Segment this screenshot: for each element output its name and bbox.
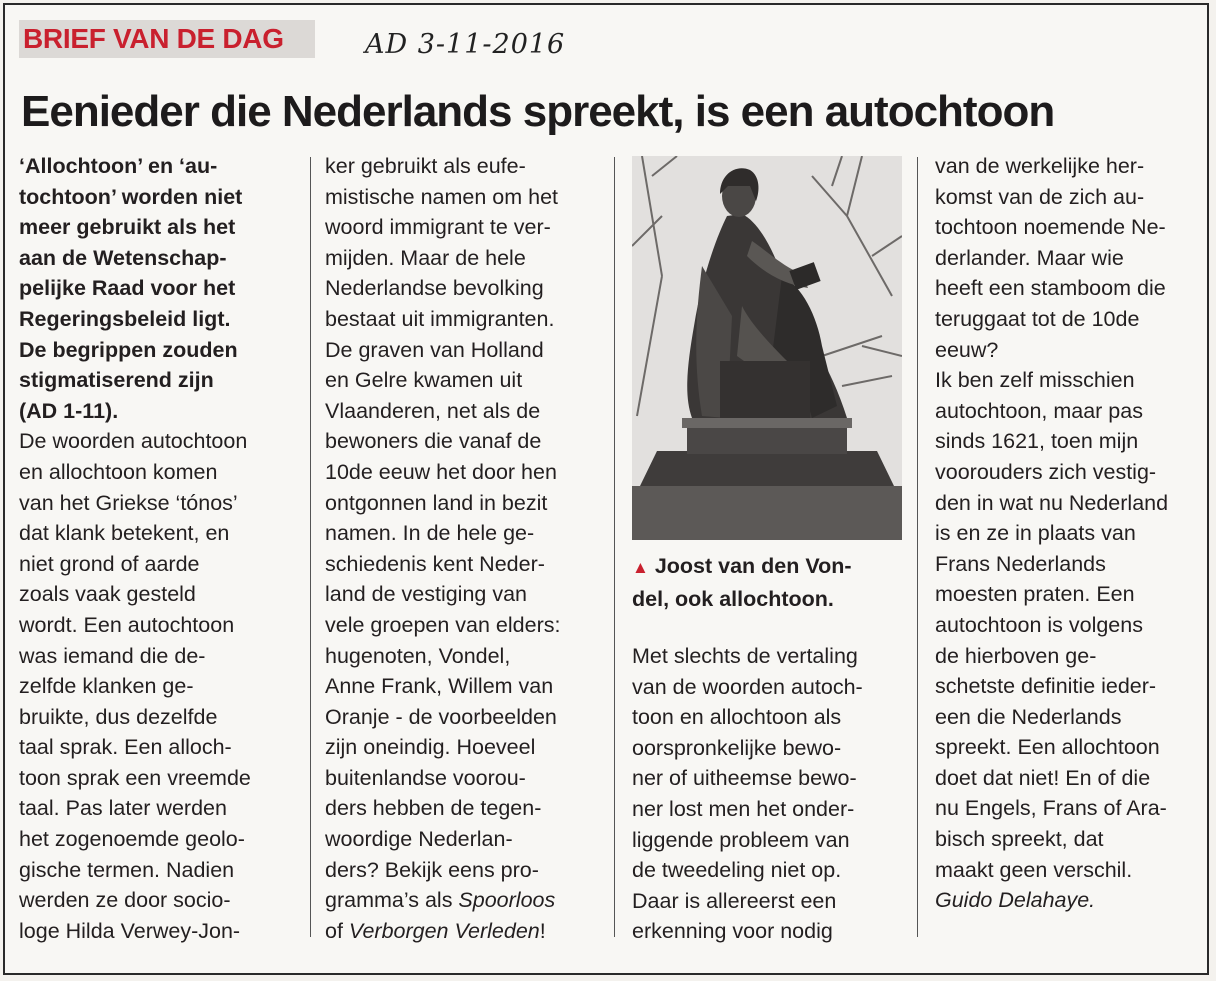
text-line: toon sprak een vreemde (19, 765, 251, 790)
text-line: Met slechts de vertaling (632, 644, 858, 668)
text-line: zijn oneindig. Hoeveel (325, 735, 536, 760)
text-line: is en ze in plaats van (935, 521, 1136, 546)
section-rubric: BRIEF VAN DE DAG (19, 20, 315, 58)
body-column-2-text (325, 151, 605, 885)
column-divider-1 (310, 157, 311, 937)
text-line: De woorden autochtoon (19, 429, 248, 454)
text-line: dat klank betekent, en (19, 521, 230, 546)
text-line: zelfde klanken ge- (19, 674, 194, 699)
column-4 (935, 151, 1209, 916)
column-1 (19, 151, 299, 946)
lead-line: pelijke Raad voor het (19, 276, 236, 301)
text-line: komst van de zich au- (935, 184, 1145, 209)
text-line: De graven van Holland (325, 337, 544, 362)
text-line: mistische namen om het (325, 184, 559, 209)
text-line: en Gelre kwamen uit (325, 368, 523, 393)
text-line: Anne Frank, Willem van (325, 674, 554, 699)
text-line: de hierboven ge- (935, 643, 1097, 668)
text-line: liggende probleem van (632, 827, 850, 852)
text-line: Daar is allereerst een (632, 888, 837, 913)
text-line: 10de eeuw het door hen (325, 459, 557, 484)
text-line: woordige Nederlan- (325, 827, 513, 852)
lead-line: (AD 1-11). (19, 398, 119, 423)
text-line: ner of uitheemse bewo- (632, 766, 857, 791)
vondel-statue-photo (632, 156, 902, 540)
text-line: vele groepen van elders: (325, 612, 561, 637)
text-line: ders? Bekijk eens pro- (325, 857, 539, 882)
program-title-spoorloos: Spoorloos (458, 888, 556, 913)
text-line: en allochtoon komen (19, 459, 218, 484)
text-line: autochtoon, maar pas (935, 398, 1143, 423)
triangle-up-icon: ▲ (632, 558, 649, 577)
text-line: doet dat niet! En of die (935, 765, 1151, 790)
text-line: ker gebruikt als eufe- (325, 154, 526, 178)
body-column-4-text (935, 151, 1209, 885)
text-line: autochtoon is volgens (935, 612, 1143, 637)
lead-line: De begrippen zouden (19, 337, 238, 362)
text-line: Frans Nederlands (935, 551, 1106, 576)
text-line: toon en allochtoon als (632, 705, 842, 730)
text-line: voorouders zich vestig- (935, 459, 1157, 484)
text-line: Vlaanderen, net als de (325, 398, 541, 423)
text-line: niet grond of aarde (19, 551, 200, 576)
text-line: Nederlandse bevolking (325, 276, 544, 301)
text-line: maakt geen verschil. (935, 857, 1133, 882)
text-line: spreekt. Een allochtoon (935, 735, 1160, 760)
text-line: buitenlandse voorou- (325, 765, 526, 790)
column-divider-2 (614, 157, 615, 937)
text-line: teruggaat tot de 10de (935, 306, 1140, 331)
text-line: werden ze door socio- (19, 888, 231, 913)
photo-caption: ▲ Joost van den Von- del, ook allochtoon. (632, 554, 852, 611)
text-line: derlander. Maar wie (935, 245, 1124, 270)
text-line: een die Nederlands (935, 704, 1122, 729)
text-line: schiedenis kent Neder- (325, 551, 545, 576)
text-line: van de werkelijke her- (935, 154, 1145, 178)
lead-line: Regeringsbeleid ligt. (19, 306, 231, 331)
text-line: zoals vaak gesteld (19, 582, 196, 607)
text-line: oorspronkelijke bewo- (632, 735, 842, 760)
text-line: wordt. Een autochtoon (19, 612, 235, 637)
column-2-last-lines: gramma’s als Spoorloos of Verborgen Verleden! (325, 888, 556, 943)
handwritten-date-note: AD 3-11-2016 (365, 29, 566, 60)
text-line: Oranje - de voorbeelden (325, 704, 557, 729)
text-line: land de vestiging van (325, 582, 528, 607)
lead-line: tochtoon’ worden niet (19, 184, 243, 209)
lead-paragraph (19, 151, 299, 426)
text-line: namen. In de hele ge- (325, 521, 535, 546)
text-line: bewoners die vanaf de (325, 429, 542, 454)
text-line: den in wat nu Nederland (935, 490, 1169, 515)
column-3 (632, 641, 912, 947)
text-line: erkenning voor nodig (632, 919, 833, 944)
text-line: tochtoon noemende Ne- (935, 215, 1166, 240)
text-line: bisch spreekt, dat (935, 827, 1104, 852)
text-line: taal sprak. Een alloch- (19, 735, 232, 760)
author-signature: Guido Delahaye. (935, 888, 1096, 913)
text-line: van het Griekse ‘tónos’ (19, 490, 238, 515)
lead-line: stigmatiserend zijn (19, 368, 214, 393)
column-divider-3 (917, 157, 918, 937)
text-line: was iemand die de- (19, 643, 206, 668)
newspaper-clipping (3, 3, 1209, 975)
text-line: ders hebben de tegen- (325, 796, 542, 821)
lead-line: aan de Wetenschap- (19, 245, 227, 270)
lead-line: ‘Allochtoon’ en ‘au- (19, 154, 218, 178)
text-line: schetste definitie ieder- (935, 674, 1157, 699)
body-column-1-text (19, 426, 299, 946)
program-title-verborgen-verleden: Verborgen Verleden (348, 918, 540, 943)
text-line: loge Hilda Verwey-Jon- (19, 918, 241, 943)
text-line: bestaat uit immigranten. (325, 306, 555, 331)
text-line: sinds 1621, toen mijn (935, 429, 1139, 454)
body-column-3-text (632, 641, 912, 947)
text-line: heeft een stamboom die (935, 276, 1166, 301)
text-line: taal. Pas later werden (19, 796, 227, 821)
column-2 (325, 151, 605, 946)
text-line: gische termen. Nadien (19, 857, 235, 882)
text-line: bruikte, dus dezelfde (19, 704, 218, 729)
article-headline: Eenieder die Nederlands spreekt, is een autochtoon (21, 87, 1055, 136)
text-line: Ik ben zelf misschien (935, 368, 1135, 393)
lead-line: meer gebruikt als het (19, 215, 236, 240)
text-line: ontgonnen land in bezit (325, 490, 548, 515)
text-line: ner lost men het onder- (632, 796, 855, 821)
text-line: mijden. Maar de hele (325, 245, 526, 270)
text-line: woord immigrant te ver- (325, 215, 551, 240)
text-line: hugenoten, Vondel, (325, 643, 511, 668)
text-line: van de woorden autoch- (632, 674, 863, 699)
text-line: nu Engels, Frans of Ara- (935, 796, 1167, 821)
text-line: moesten praten. Een (935, 582, 1135, 607)
text-line: het zogenoemde geolo- (19, 827, 245, 852)
text-line: eeuw? (935, 337, 999, 362)
text-line: de tweedeling niet op. (632, 858, 842, 883)
